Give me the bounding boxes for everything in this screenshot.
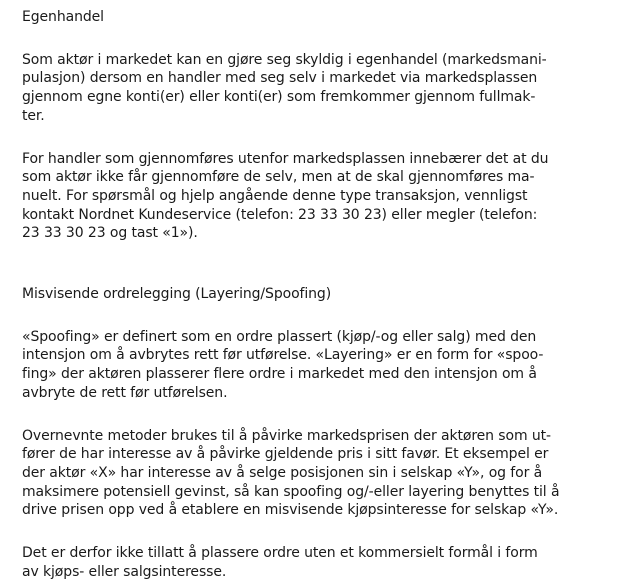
- section-heading-egenhandel: Egenhandel: [22, 9, 104, 25]
- paragraph: Som aktør i markedet kan en gjøre seg skyldig i egenhandel (markedsmani- pulasjon) dersom en handler med seg selv i markedet via markedsplassen gjennom egne konti(er) eller konti(er) som fremkommer gjennom fullmak- ter.: [22, 51, 547, 124]
- paragraph: Det er derfor ikke tillatt å plassere ordre uten et kommersielt formål i form av kjøps- eller salgsinteresse.: [22, 545, 538, 580]
- paragraph: For handler som gjennomføres utenfor markedsplassen innebærer det at du som aktør ikke får gjennomføre de selv, men at de skal gjennomføres ma- nuelt. For spørsmål og hjelp angående denne type transaksjon, vennligst kontakt Nordnet Kundeservice (telefon: 23 33 30 23) eller megler (telefon: 23 33 30 23 og tast «1»).: [22, 150, 549, 242]
- paragraph: «Spoofing» er definert som en ordre plassert (kjøp/-og eller salg) med den intensjon om å avbrytes rett før utførelse. «Layering» er en form for «spoo- fing» der aktøren plasserer flere ordre i markedet med den intensjon om å avbryte de rett før utførelsen.: [22, 328, 544, 401]
- section-heading-layering-spoofing: Misvisende ordrelegging (Layering/Spoofing): [22, 286, 332, 303]
- paragraph: Overnevnte metoder brukes til å påvirke markedsprisen der aktøren som ut- fører de har interesse av å påvirke gjeldende pris i sitt favør. Et eksempel er der aktør «X» har interesse av å selge posisjonen sin i selskap «Y», og for å maksimere potensiell gevinst, så kan spoofing og/-eller layering benyttes til å drive prisen opp ved å etablere en misvisende kjøpsinteresse for selskap «Y».: [22, 427, 560, 519]
- document-body: [22, 8, 622, 581]
